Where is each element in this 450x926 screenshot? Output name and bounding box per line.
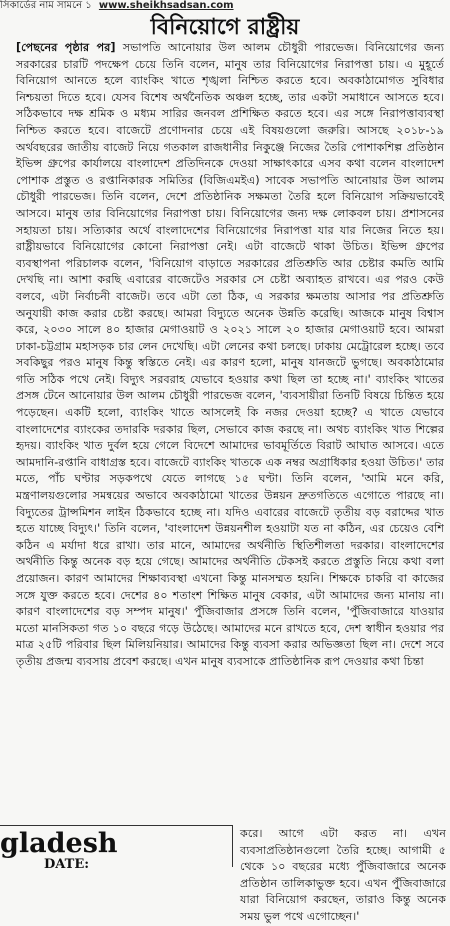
article-body (16, 40, 444, 825)
clip-text: সিকার্ডের নাম সামনে ১ (0, 0, 92, 11)
article-text: সভাপতি আনোয়ার উল আলম চৌধুরী পারভেজ। বিনিয়োগের জন্য সরকারের চারটি পদক্ষেপ চেয়ে তিনি বলেন, মানুষ তার বিনিয়োগের নিরাপত্তা চায়। এ মুহূর্তে বিনিয়োগ আনতে হলে ব্যাংকিং খাতে শৃঙ্খলা নিশ্চিত করতে হবে। অবকাঠামোগত সুবিধার নিশ্চয়তা দিতে হবে। যেসব বিশেষ অর্থনৈতিক অঞ্চল হচ্ছে, তার একটা সমাধানে আসতে হবে। সঠিকভাবে দক্ষ শ্রমিক ও মধ্যম সারির জনবল প্রশিক্ষিত করতে হবে। এর সঙ্গে নিরাপত্তাব্যবস্থা নিশ্চিত করতে হবে। বাজেটে প্রণোদনার চেয়ে এই বিষয়গুলো জরুরি। আসছে ২০১৮-১৯ অর্থবছরের জাতীয় বাজেট নিয়ে গতকাল রাজধানীর নিকুঞ্জে নিজের তৈরি পোশাকশিল্প প্রতিষ্ঠান ইভিন্স গ্রুপের কার্যালয়ে বাংলাদেশ প্রতিদিনকে দেওয়া সাক্ষাৎকারে এসব কথা বলেন বাংলাদেশ পোশাক প্রস্তুত ও রপ্তানিকারক সমিতির (বিজিএমইএ) সাবেক সভাপতি আনোয়ার উল আলম চৌধুরী পারভেজ। তিনি বলেন, দেশে প্রতিষ্ঠানিক সক্ষমতা তৈরি হলে বিনিয়োগ সক্রিয়ভাবেই আসবে। মানুষ তার বিনিয়োগের নিরাপত্তা চায়। বিনিয়োগের জন্য দক্ষ লোকবল চায়। প্রশাসনের সহায়তা চায়। সত্যিকার অর্থে বাংলাদেশের বিনিয়োগের নিরাপত্তা যার যার নিজের নিতে হয়। রাষ্ট্রীয়ভাবে বিনিয়োগের কোনো নিরাপত্তা নেই। এটা বাজেটে থাকা উচিত। ইভিন্স গ্রুপের ব্যবস্থাপনা পরিচালক বলেন, 'বিনিয়োগ বাড়াতে সরকারের প্রতিশ্রুতি আর চেষ্টার কমতি আমি দেখছি না। আশা করছি এবারের বাজেটেও সরকার সে চেষ্টা অব্যাহত রাখবে। এর পরও কেউ বলবে, এটা নির্বাচনী বাজেট। তবে এটা তো ঠিক, এ সরকার ক্ষমতায় আসার পর প্রতিশ্রুতি অনুযায়ী কাজ করার চেষ্টা করছে। আমরা বিদ্যুতে অনেক উন্নতি করেছি। আজকে মানুষ বিশ্বাস করে, ২০৩০ সালে ৪০ হাজার মেগাওয়াট ও ২০২১ সালে ২০ হাজার মেগাওয়াট হবে। আমরা ঢাকা-চট্টগ্রাম মহাসড়ক চার লেন দেখেছি। এটা লেনের কথা চলছে। ঢাকায় মেট্রোরেল হচ্ছে। তবে সবকিছুর পরও মানুষ কিন্তু স্বস্তিতে নেই। এর কারণ হলো, মানুষ যানজটে ভুগছে। অবকাঠামোর গতি সঠিক পথে নেই। বিদ্যুৎ সরবরাহ যেভাবে হওয়ার কথা ছিল তা হচ্ছে না।' ব্যাংকিং খাতের প্রসঙ্গ টেনে আনোয়ার উল আলম চৌধুরী পারভেজ বলেন, 'ব্যবসায়ীরা তিনটি বিষয়ে চিন্তিত হয়ে পড়েছেন। একটি হলো, ব্যাংকিং খাতে আসলেই কি নজর দেওয়া হচ্ছে? এ খাতে যেভাবে বাংলাদেশের ব্যাংকের তদারকি দরকার ছিল, সেভাবে কাজ করছে না। অথচ ব্যাংকিং খাত শিল্পের হৃদয়। ব্যাংকিং খাত দুর্বল হয়ে গেলে বিদেশে আমাদের ভাবমূর্তিতে বিরাট আঘাত আসবে। এতে আমদানি-রপ্তানি বাধাগ্রস্ত হবে। বাজেটে ব্যাংকিং খাতকে এক নম্বর অগ্রাধিকার হওয়া উচিত।' তার মতে, পাঁচ ঘণ্টার সড়কপথে যেতে লাগছে ১৫ ঘণ্টা। তিনি বলেন, 'আমি মনে করি, মন্ত্রণালয়গুলোর সমন্বয়ের অভাবে অবকাঠামো খাতের উন্নয়ন দ্রুতগতিতে এগোতে পারছে না। বিদ্যুতের ট্রান্সমিশন লাইন ঠিকভাবে হচ্ছে না। যদিও এবারের বাজেটে তৃতীয় বড় বরাদ্দের খাত হতে যাচ্ছে বিদ্যুৎ।' তিনি বলেন, 'বাংলাদেশ উন্নয়নশীল হওয়াটা যত না কঠিন, এর চেয়েও বেশি কঠিন এ মর্যাদা ধরে রাখা। তার মানে, আমাদের অর্থনীতি স্থিতিশীলতা দরকার। বাংলাদেশের অর্থনীতি কিন্তু অনেক বড় হয়ে গেছে। আমাদের অর্থনীতি টেকসই করতে প্রস্তুতি নিয়ে কথা বলা প্রয়োজন। কারণ আমাদের শিক্ষাব্যবস্থা এখনো কিন্তু মানসম্মত হয়নি। শিক্ষকে চাকরি বা কাজের সঙ্গে যুক্ত করতে হবে। দেশের ৪০ শতাংশ শিক্ষিত মানুষ বেকার, এটা আমাদের জন্য মানায় না। কারণ বাংলাদেশের বড় সম্পদ মানুষ।' পুঁজিবাজার প্রসঙ্গে তিনি বলেন, 'পুঁজিবাজারে যাওয়ার মতো মানসিকতা গত ১০ বছরে গড়ে উঠেছে। আমাদের মনে রাখতে হবে, দেশ স্বাধীন হওয়ার পর মাত্র ২৫টি পরিবার ছিল মিলিয়নিয়ার। আমাদের কিন্তু ব্যবসা করার অভিজ্ঞতা ছিল না। দেশে সবে তৃতীয় প্রজন্ম ব্যবসায় প্রবেশ করছে। এখন মানুষ ব্যবসাকে প্রাতিষ্ঠানিক রূপ দেওয়ার কথা চিন্তা (16, 41, 444, 668)
column-divider (232, 825, 233, 867)
article-continuation: করে। আগে এটা করত না। এখন ব্যবসাপ্রতিষ্ঠানগুলো তৈরি হচ্ছে। আগামী ৫ থেকে ১০ বছরের মধ্যে পুঁজিবাজারে অনেক প্রতিষ্ঠান তালিকাভুক্ত হবে। এখন পুঁজিবাজারে যারা বিনিয়োগ করছেন, তারাও কিন্তু অনেক সময় ভুল পথে এগোচ্ছেন।' (240, 827, 446, 923)
continued-label: [পেছনের পৃষ্ঠার পর] (16, 41, 116, 54)
article-headline: বিনিয়োগে রাষ্ট্রীয় (150, 14, 300, 40)
date-label: DATE: (44, 857, 90, 872)
site-url: www.sheikhsadsan.com (98, 0, 234, 11)
newspaper-brand-fragment: gladesh (0, 828, 118, 859)
